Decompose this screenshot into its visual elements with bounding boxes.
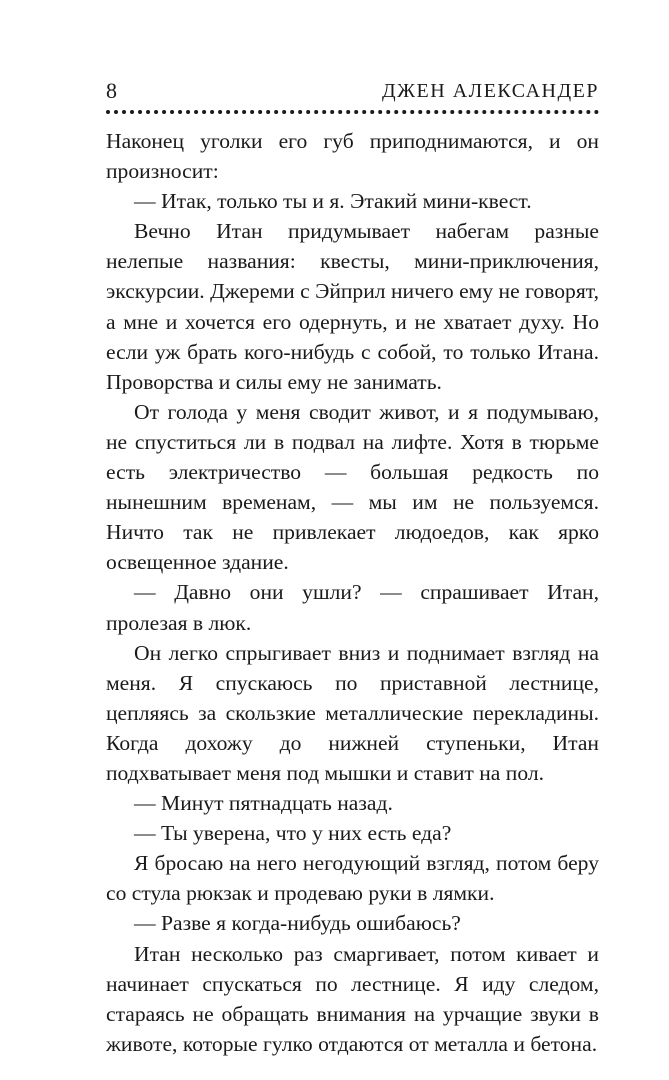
paragraph: — Разве я когда-нибудь ошибаюсь? xyxy=(134,911,461,936)
running-head xyxy=(106,78,599,108)
paragraph: — Итак, только ты и я. Этакий мини-квест. xyxy=(134,189,532,214)
paragraph: Итан несколько раз смаргивает, потом кивает и начинает спускаться по лестнице. Я иду следом, стараясь не обращать внимания на урчащие звуки в животе, которые гулко отдаются от металла и бетона. xyxy=(106,941,599,1056)
paragraph: Я бросаю на него негодующий взгляд, потом беру со стула рюкзак и продеваю руки в лямки. xyxy=(106,851,599,906)
paragraph: Наконец уголки его губ приподнимаются, и он произносит: xyxy=(106,129,599,184)
page-number: 8 xyxy=(106,78,117,103)
paragraph: — Ты уверена, что у них есть еда? xyxy=(134,821,452,846)
paragraph: Вечно Итан придумывает набегам разные нелепые названия: квесты, мини-приключения, экскурсии. Джереми с Эйприл ничего ему не говорят, а мне и хочется его одернуть, и не хватает духу. Но если уж брать кого-нибудь с собой, то только Итана. Проворства и силы ему не занимать. xyxy=(106,219,599,394)
paragraph: — Давно они ушли? — спрашивает Итан, пролезая в люк. xyxy=(106,580,599,635)
running-head-author: ДЖЕН АЛЕКСАНДЕР xyxy=(381,80,599,102)
paragraph: От голода у меня сводит живот, и я подумываю, не спуститься ли в подвал на лифте. Хотя в тюрьме есть электричество — большая редкость по нынешним временам, — мы им не пользуемся. Ничто так не привлекает людоедов, как ярко освещенное здание. xyxy=(106,399,599,575)
paragraph: Он легко спрыгивает вниз и поднимает взгляд на меня. Я спускаюсь по приставной лестнице, цепляясь за скользкие металлические перекладины. Когда дохожу до нижней ступеньки, Итан подхватывает меня под мышки и ставит на пол. xyxy=(106,640,599,785)
body-text xyxy=(106,126,599,1059)
paragraph: — Минут пятнадцать назад. xyxy=(134,791,393,816)
dotted-divider xyxy=(106,110,599,114)
